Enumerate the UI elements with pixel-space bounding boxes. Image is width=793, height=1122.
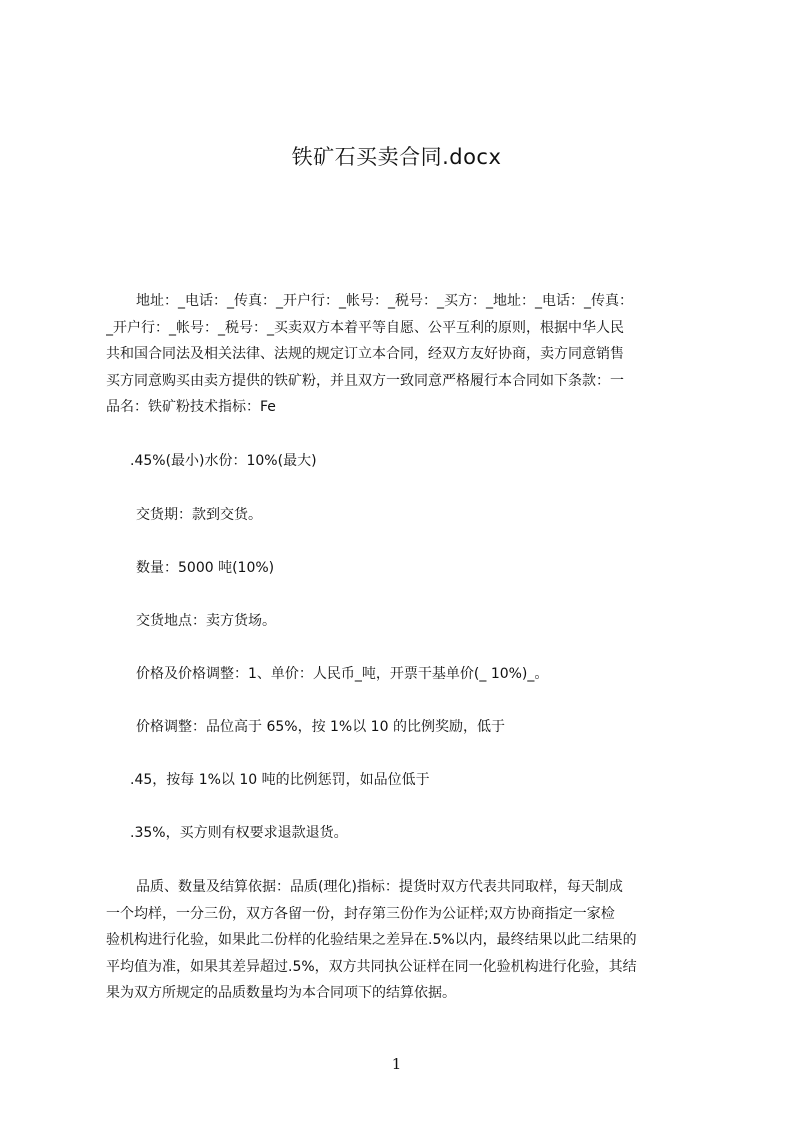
intro-line-1: 地址：_电话：_传真：_开户行：_帐号：_税号：_买方：_地址：_电话：_传真： — [136, 293, 633, 309]
quality-line-4: 平均值为准，如果其差异超过.5%，双方共同执公证样在同一化验机构进行化验，其结 — [106, 958, 637, 975]
quantity-paragraph: 数量：5000 吨(10%) — [136, 560, 275, 576]
intro-line-2: _开户行：_帐号：_税号：_买卖双方本着平等自愿、公平互利的原则，根据中华人民 — [106, 319, 624, 336]
spec-paragraph: .45%(最小)水份：10%(最大) — [130, 453, 317, 469]
delivery-place-paragraph: 交货地点：卖方货场。 — [136, 613, 276, 629]
penalty-rule-paragraph: .45，按每 1%以 10 吨的比例惩罚，如品位低于 — [130, 772, 430, 788]
quality-line-1: 品质、数量及结算依据：品质(理化)指标：提货时双方代表共同取样，每天制成 — [136, 879, 623, 895]
quality-line-3: 验机构进行化验，如果此二份样的化验结果之差异在.5%以内，最终结果以此二结果的 — [106, 932, 637, 948]
quality-paragraph — [106, 874, 706, 1007]
quality-line-2: 一个均样，一分三份，双方各留一份，封存第三份作为公证样;双方协商指定一家检 — [106, 905, 615, 922]
intro-paragraph — [106, 288, 706, 421]
intro-line-3: 共和国合同法及相关法律、法规的规定订立本合同，经双方友好协商，卖方同意销售 — [106, 346, 624, 362]
delivery-period-paragraph: 交货期：款到交货。 — [136, 507, 262, 523]
refund-rule-paragraph: .35%，买方则有权要求退款退货。 — [130, 825, 348, 841]
intro-line-5: 品名：铁矿粉技术指标：Fe — [106, 399, 276, 415]
page-number: 1 — [391, 1055, 402, 1073]
quality-line-5: 果为双方所规定的品质数量均为本合同项下的结算依据。 — [106, 985, 456, 1001]
price-adjustment-paragraph: 价格及价格调整：1、单价：人民币_吨，开票干基单价(_ 10%)_。 — [136, 666, 549, 682]
document-title: 铁矿石买卖合同.docx — [291, 145, 502, 169]
adjustment-rule-paragraph: 价格调整：品位高于 65%，按 1%以 10 的比例奖励，低于 — [136, 719, 505, 735]
intro-line-4: 买方同意购买由卖方提供的铁矿粉，并且双方一致同意严格履行本合同如下条款：一 — [106, 372, 624, 389]
